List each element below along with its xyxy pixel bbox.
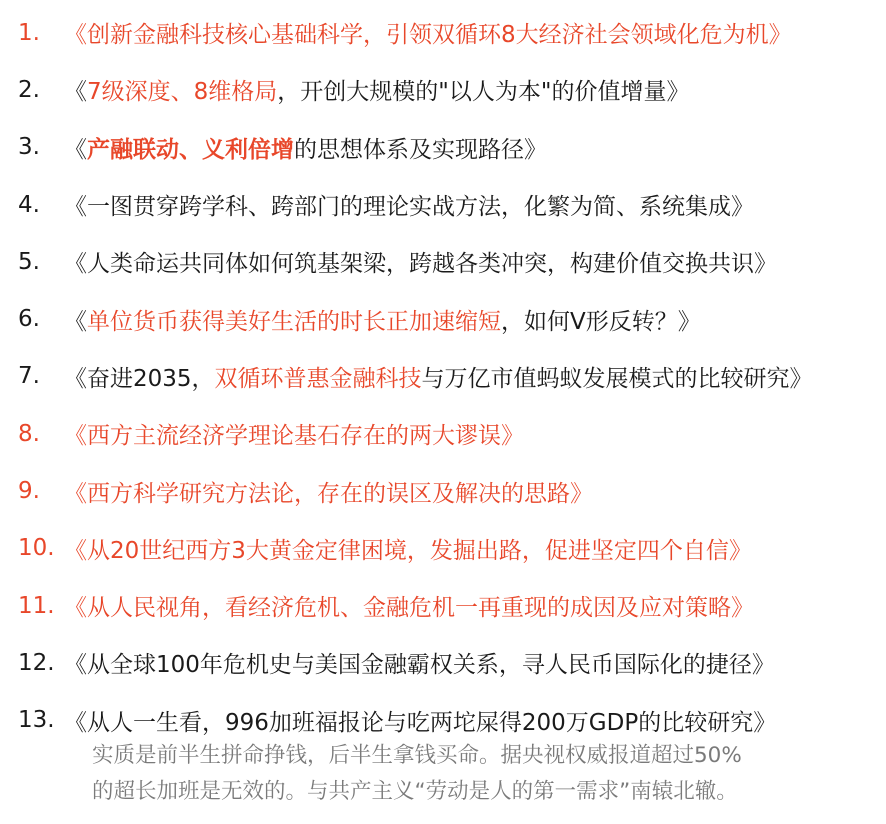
highlighted-title-text: 7级深度、8维格局 <box>87 79 278 106</box>
title-text: 与万亿市值蚂蚁发展模式的比较研究》 <box>421 365 813 392</box>
list-item <box>18 119 882 176</box>
note-paragraph <box>92 738 882 810</box>
highlighted-title-text: 《西方主流经济学理论基石存在的两大谬误》 <box>64 423 524 450</box>
title-text: 的思想体系及实现路径》 <box>294 136 547 163</box>
highlighted-title-text: 双循环普惠金融科技 <box>214 365 422 392</box>
list-item-number: 5. <box>18 248 40 275</box>
list-item-number: 6. <box>18 306 40 333</box>
list-item <box>18 290 882 347</box>
title-text: ，如何V形反转？》 <box>501 308 701 335</box>
list-item <box>18 348 882 405</box>
title-text: 《 <box>64 79 87 106</box>
title-text: 《 <box>64 136 87 163</box>
list-item <box>18 405 882 462</box>
highlighted-title-text: 单位货币获得美好生活的时长正加速缩短 <box>87 308 501 335</box>
highlighted-title-text: 《创新金融科技核心基础科学，引领双循环8大经济社会领域化危为机》 <box>64 22 792 49</box>
title-text: 《从全球100年危机史与美国金融霸权关系，寻人民币国际化的捷径》 <box>64 652 775 679</box>
note-line-1: 实质是前半生拼命挣钱，后半生拿钱买命。据央视权威报道超过50% <box>92 743 742 768</box>
list-item-number: 2. <box>18 76 40 103</box>
list-item-number: 9. <box>18 478 40 505</box>
highlighted-title-text: 《西方科学研究方法论，存在的误区及解决的思路》 <box>64 480 593 507</box>
article-list <box>18 4 882 749</box>
list-item <box>18 233 882 290</box>
list-item <box>18 61 882 118</box>
list-item <box>18 4 882 61</box>
list-item <box>18 520 882 577</box>
list-item-number: 11. <box>18 592 55 619</box>
list-item-number: 12. <box>18 649 55 676</box>
title-text: 《奋进2035， <box>64 365 215 392</box>
highlighted-title-text: 产融联动、义利倍增 <box>87 136 294 163</box>
list-item-number: 8. <box>18 420 40 447</box>
list-item-number: 3. <box>18 134 40 161</box>
list-item-number: 7. <box>18 363 40 390</box>
highlighted-title-text: 《从20世纪西方3大黄金定律困境，发掘出路，促进坚定四个自信》 <box>64 537 752 564</box>
list-item-number: 1. <box>18 19 40 46</box>
title-text: 《人类命运共同体如何筑基架梁，跨越各类冲突，构建价值交换共识》 <box>64 251 777 278</box>
list-item <box>18 462 882 519</box>
title-text: 《一图贯穿跨学科、跨部门的理论实战方法，化繁为简、系统集成》 <box>64 194 754 221</box>
list-item-number: 4. <box>18 191 40 218</box>
list-item-number: 13. <box>18 707 55 734</box>
note-line-2: 的超长加班是无效的。与共产主义“劳动是人的第一需求”南辕北辙。 <box>92 779 738 804</box>
title-text: 《 <box>64 308 87 335</box>
title-text: ，开创大规模的"以人为本"的价值增量》 <box>277 79 690 106</box>
highlighted-title-text: 《从人民视角，看经济危机、金融危机一再重现的成因及应对策略》 <box>64 595 754 622</box>
title-text: 《从人一生看，996加班福报论与吃两坨屎得200万GDP的比较研究》 <box>64 709 777 736</box>
list-item <box>18 634 882 691</box>
list-item-number: 10. <box>18 535 55 562</box>
list-item <box>18 176 882 233</box>
list-item <box>18 577 882 634</box>
